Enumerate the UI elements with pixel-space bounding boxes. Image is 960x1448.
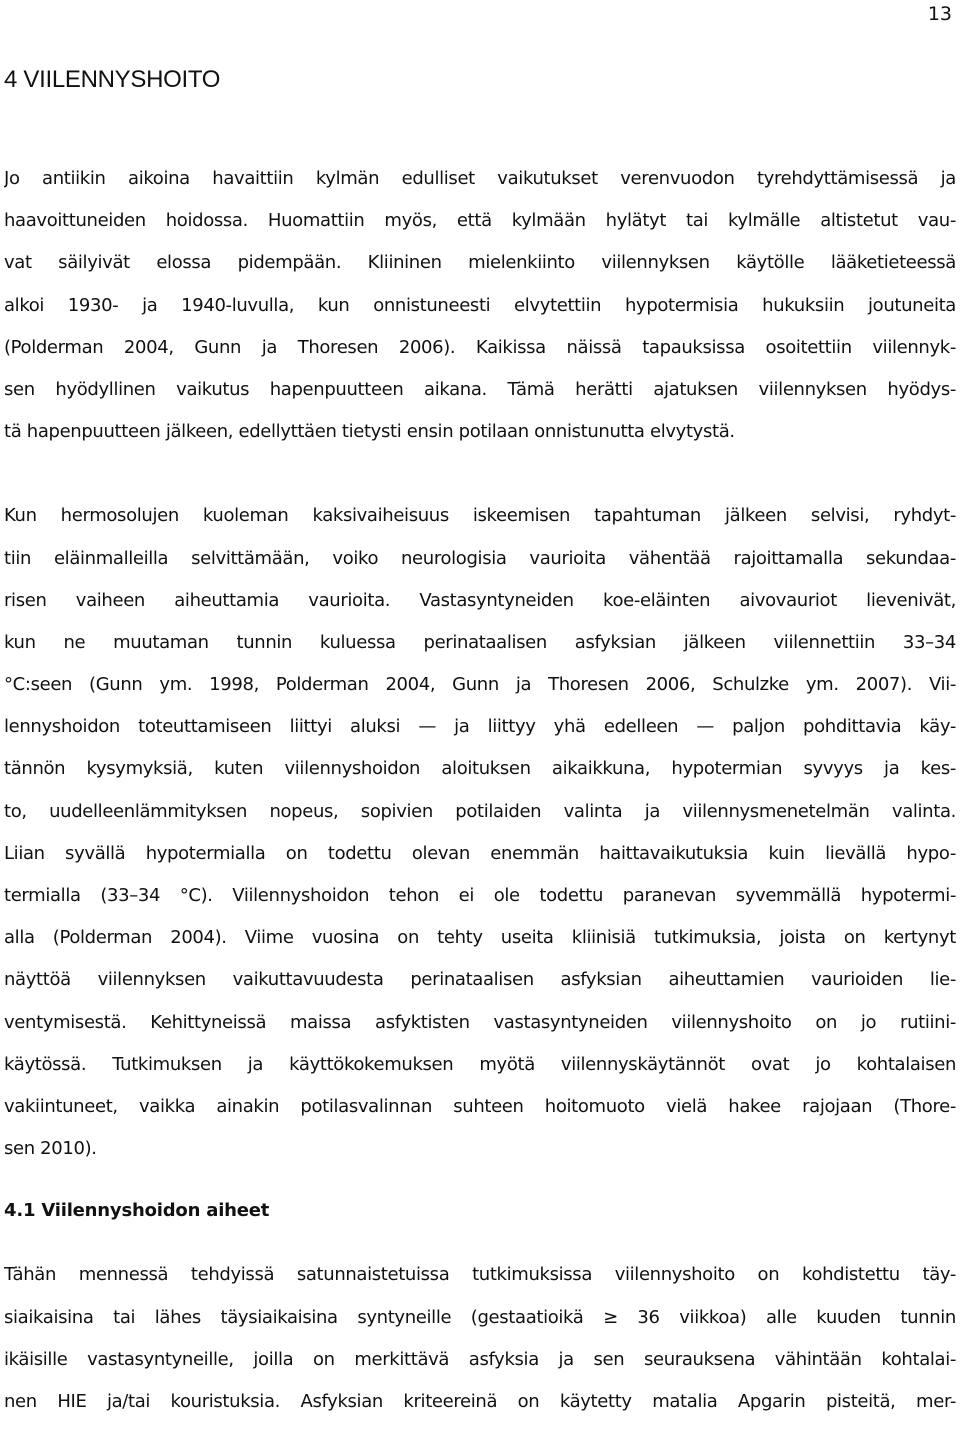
text-line: kun ne muutaman tunnin kuluessa perinataalisen asfyksian jälkeen viilennettiin 33–34 [4,631,956,653]
text-line: risen vaiheen aiheuttamia vaurioita. Vastasyntyneiden koe-eläinten aivovauriot lievenivät, [4,589,956,611]
text-line: °C:seen (Gunn ym. 1998, Polderman 2004, Gunn ja Thoresen 2006, Schulzke ym. 2007). Vii- [4,674,956,696]
text-line: tännön kysymyksiä, kuten viilennyshoidon aloituksen aikaikkuna, hypotermian syvyys ja kes- [4,758,956,780]
chapter-title: 4 VIILENNYSHOITO [4,66,221,93]
paragraph-research [4,495,956,1170]
text-line: ventymisestä. Kehittyneissä maissa asfyktisten vastasyntyneiden viilennyshoito on jo rutiini- [4,1011,956,1033]
text-line: ikäisille vastasyntyneille, joilla on merkittävä asfyksia ja sen seurauksena vähintään kohtalai- [4,1348,956,1370]
text-line: Jo antiikin aikoina havaittiin kylmän edulliset vaikutukset verenvuodon tyrehdyttämisessä ja [4,168,956,189]
text-line: alla (Polderman 2004). Viime vuosina on tehty useita kliinisiä tutkimuksia, joista on kertynyt [4,927,956,949]
text-line: Tähän mennessä tehdyissä satunnaistetuissa tutkimuksissa viilennyshoito on kohdistettu täy- [4,1264,956,1286]
text-line: vakiintuneet, vaikka ainakin potilasvalinnan suhteen hoitomuoto vielä hakee rajojaan (Thore- [4,1095,956,1117]
text-line: tiin eläinmalleilla selvittämään, voiko neurologisia vaurioita vähentää rajoittamalla sekundaa- [4,547,956,569]
paragraph-spacer [4,1232,956,1254]
text-line: siaikaisina tai lähes täysiaikaisina syntyneille (gestaatioikä ≥ 36 viikkoa) alle kuuden tunnin [4,1306,956,1328]
text-line: lennyshoidon toteuttamiseen liittyi aluksi — ja liittyy yhä edelleen — paljon pohdittavia käy- [4,716,956,738]
text-line: (Polderman 2004, Gunn ja Thoresen 2006). Kaikissa näissä tapauksissa osoitettiin viilennyk- [4,336,956,358]
text-line: vat säilyivät elossa pidempään. Kliininen mielenkiinto viilennyksen käytölle lääketieteessä [4,252,956,274]
text-line: sen 2010). [4,1138,97,1160]
paragraph-indications [4,1254,956,1423]
section-title: 4.1 Viilennyshoidon aiheet [4,1200,270,1222]
page-body [4,158,956,1423]
text-line: nen HIE ja/tai kouristuksia. Asfyksian kriteereinä on käytetty matalia Apgarin pisteitä, mer- [4,1390,956,1412]
text-line: käytössä. Tutkimuksen ja käyttökokemuksen myötä viilennyskäytännöt ovat jo kohtalaisen [4,1053,956,1075]
paragraph-spacer [4,453,956,495]
text-line: haavoittuneiden hoidossa. Huomattiin myös, että kylmään hylätyt tai kylmälle altistetut vau- [4,210,956,232]
text-line: Liian syvällä hypotermialla on todettu olevan enemmän haittavaikutuksia kuin lievällä hypo- [4,842,956,864]
paragraph-spacer [4,1170,956,1190]
text-line: alkoi 1930- ja 1940-luvulla, kun onnistuneesti elvytettiin hypotermisia hukuksiin joutuneita [4,294,956,316]
text-line: termialla (33–34 °C). Viilennyshoidon tehon ei ole todettu paranevan syvemmällä hypotermi- [4,885,956,906]
paragraph-history [4,158,956,453]
text-line: tä hapenpuutteen jälkeen, edellyttäen tietysti ensin potilaan onnistunutta elvytystä. [4,421,735,443]
page-number: 13 [927,3,952,25]
text-line: näyttöä viilennyksen vaikuttavuudesta perinataalisen asfyksian aiheuttamien vaurioiden lie- [4,969,956,991]
text-line: Kun hermosolujen kuoleman kaksivaiheisuus iskeemisen tapahtuman jälkeen selvisi, ryhdyt- [4,505,956,527]
text-line: to, uudelleenlämmityksen nopeus, sopivien potilaiden valinta ja viilennysmenetelmän valinta. [4,800,956,822]
text-line: sen hyödyllinen vaikutus hapenpuutteen aikana. Tämä herätti ajatuksen viilennyksen hyödys- [4,378,956,400]
